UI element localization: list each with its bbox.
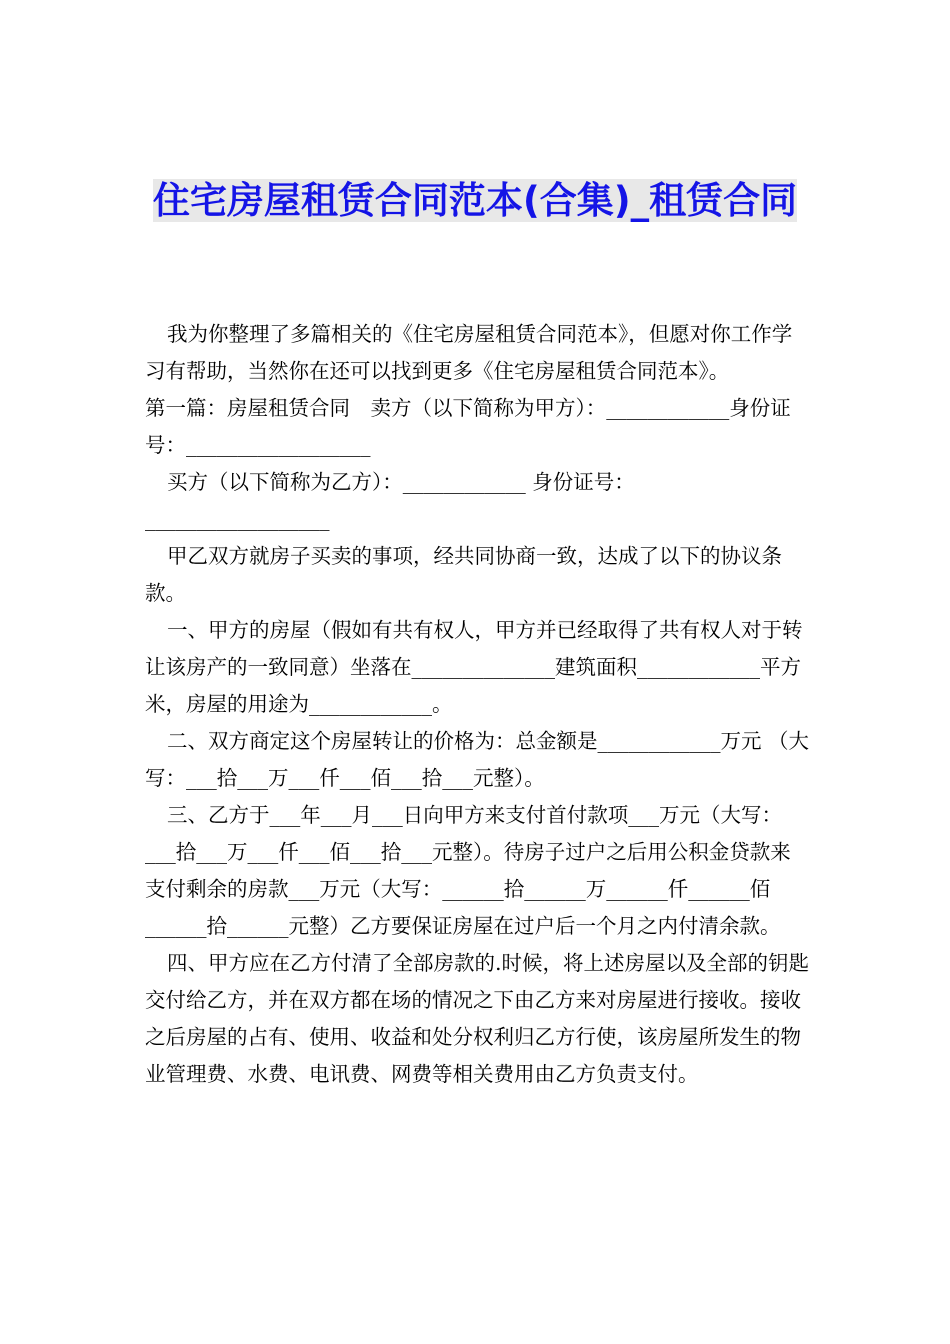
- clause-3: 三、乙方于___年___月___日向甲方来支付首付款项___万元（大写：___拾___万___仟___佰___拾___元整）。待房子过户之后用公积金贷款来支付剩余的房款___万元（大写：______拾______万______仟______佰______拾______元整）乙方要保证房屋在过户后一个月之内付清余款。: [145, 803, 791, 938]
- clause-4: 四、甲方应在乙方付清了全部房款的.时候，将上述房屋以及全部的钥匙交付给乙方，并在双方都在场的情况之下由乙方来对房屋进行接收。接收之后房屋的占有、使用、收益和处分权利归乙方行使，该房屋所发生的物业管理费、水费、电讯费、网费等相关费用由乙方负责支付。: [145, 951, 810, 1086]
- clause-1: 一、甲方的房屋（假如有共有权人，甲方并已经取得了共有权人对于转让该房产的一致同意）坐落在______________建筑面积____________平方米，房屋的用途为____________。: [145, 618, 803, 716]
- clause-2: 二、双方商定这个房屋转让的价格为：总金额是____________万元 （大写：___拾___万___仟___佰___拾___元整）。: [145, 729, 810, 790]
- title-text: 住宅房屋租赁合同范本(合集)_租赁合同: [152, 179, 798, 222]
- paragraph-seller: 第一篇：房屋租赁合同 卖方（以下简称为甲方）：____________身份证号：__________________: [145, 396, 791, 457]
- document-title: [140, 176, 810, 226]
- paragraph-intro: 我为你整理了多篇相关的《住宅房屋租赁合同范本》，但愿对你工作学习有帮助，当然你在还可以找到更多《住宅房屋租赁合同范本》。: [145, 322, 793, 383]
- paragraph-agreement: 甲乙双方就房子买卖的事项，经共同协商一致，达成了以下的协议条款。: [145, 544, 782, 605]
- document-body: [145, 316, 809, 1093]
- paragraph-buyer: 买方（以下简称为乙方）：____________ 身份证号：__________________: [145, 470, 635, 531]
